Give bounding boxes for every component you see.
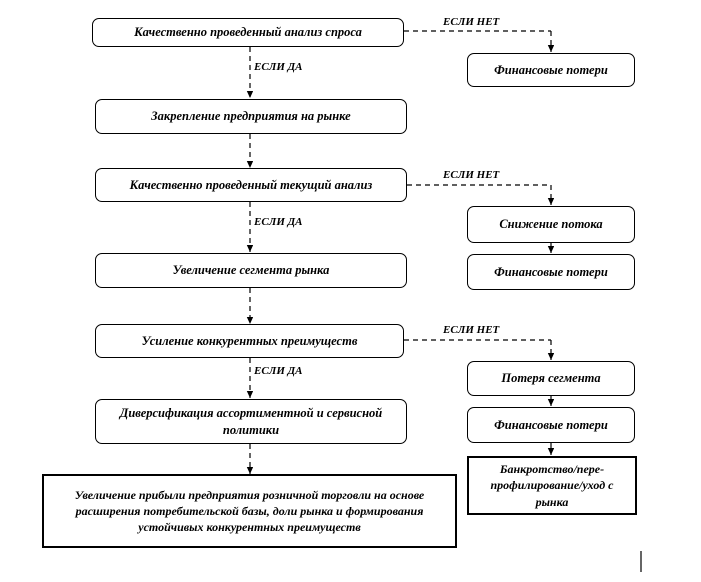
node-financial-losses-1[interactable]	[467, 53, 635, 87]
node-segment-loss[interactable]	[467, 361, 635, 396]
node-segment-increase[interactable]	[95, 253, 407, 288]
node-diversification[interactable]	[95, 399, 407, 444]
node-demand-analysis[interactable]	[92, 18, 404, 47]
node-profit-increase[interactable]	[42, 474, 457, 548]
node-label: Финансовые потери	[494, 62, 608, 77]
node-label: Потеря сегмента	[501, 371, 601, 386]
node-label: Банкротство/пере-профилирование/уход с рынка	[490, 462, 614, 509]
node-financial-losses-3[interactable]	[467, 407, 635, 443]
node-label: Закрепление предприятия на рынке	[151, 109, 351, 124]
node-label: Увеличение прибыли предприятия розничной торговли на основе расширения потребительской базы, доли рынка и формирования устойчивых конкурентных преимуществ	[74, 487, 425, 535]
node-label: Финансовые потери	[494, 264, 608, 279]
edge-label-no-2: ЕСЛИ НЕТ	[443, 169, 500, 181]
node-label: Диверсификация ассортиментной и сервисной политики	[119, 405, 383, 437]
node-flow-decrease[interactable]	[467, 206, 635, 243]
edge-label-yes-1: ЕСЛИ ДА	[254, 61, 303, 73]
node-market-consolidation[interactable]	[95, 99, 407, 134]
edge-label-no-1: ЕСЛИ НЕТ	[443, 16, 500, 28]
node-competitive-advantages[interactable]	[95, 324, 404, 358]
node-label: Качественно проведенный текущий анализ	[129, 177, 373, 192]
node-label: Увеличение сегмента рынка	[172, 263, 330, 278]
edge-label-yes-2: ЕСЛИ ДА	[254, 216, 303, 228]
node-bankruptcy[interactable]	[467, 456, 637, 515]
edge-label-yes-3: ЕСЛИ ДА	[254, 365, 303, 377]
node-label: Качественно проведенный анализ спроса	[134, 25, 362, 40]
node-label: Снижение потока	[499, 217, 603, 232]
node-current-analysis[interactable]	[95, 168, 407, 202]
node-label: Финансовые потери	[494, 417, 608, 432]
edge-label-no-3: ЕСЛИ НЕТ	[443, 324, 500, 336]
node-financial-losses-2[interactable]	[467, 254, 635, 290]
node-label: Усиление конкурентных преимуществ	[141, 333, 358, 348]
